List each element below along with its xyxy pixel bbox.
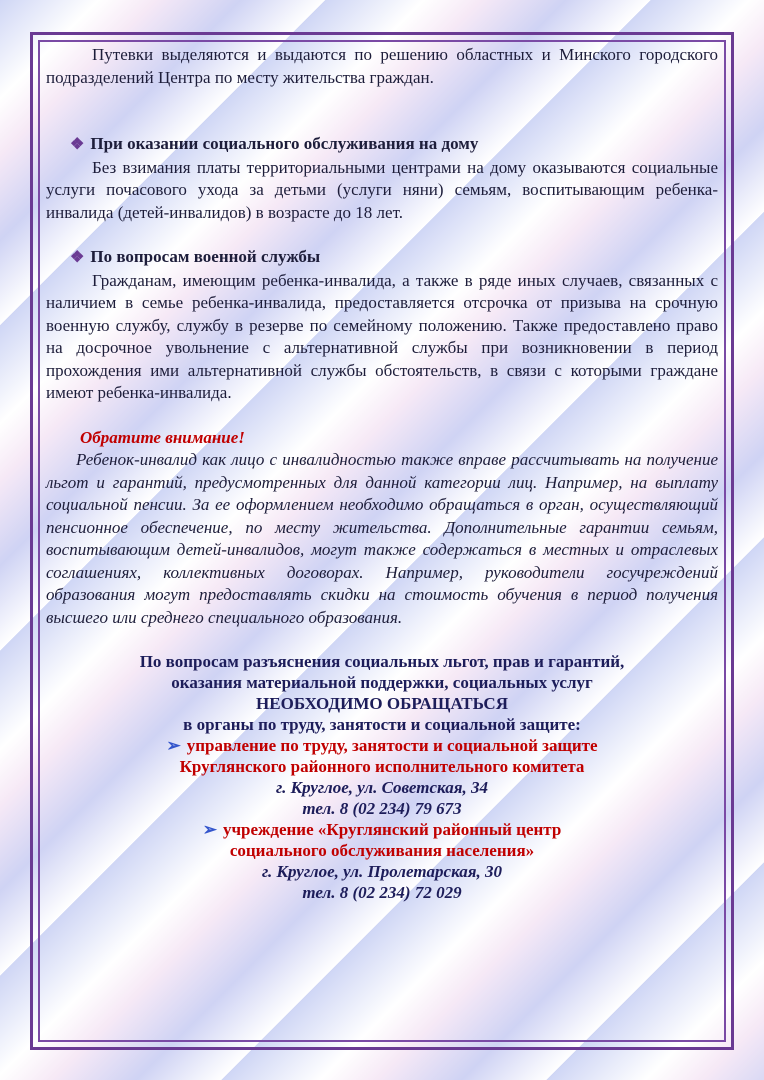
contacts-block (46, 651, 718, 903)
org1-name-line2: Круглянского районного исполнительного комитета (179, 757, 585, 776)
leaflet-content (46, 44, 718, 903)
org2-name-text: учреждение «Круглянский районный центр (222, 820, 562, 839)
attention-paragraph: Ребенок-инвалид как лицо с инвалидностью также вправе рассчитывать на получение льгот и гарантий, предусмотренных для данной категории лиц. Например, на выплату социальной пенсии. За ее оформлением необходимо обращаться в орган, осуществляющий пенсионное обеспечение, по месту жительства. Дополнительные гарантии семьям, воспитывающим детей-инвалидов, могут также содержаться в местных и отраслевых соглашениях, коллективных договорах. Например, руководители госучреждений образования могут предоставлять скидки на стоимость обучения в период получения высшего или среднего специального образования. (46, 450, 718, 627)
home-service-paragraph: Без взимания платы территориальными центрами на дому оказываются социальные услуги почасового ухода за детьми (услуги няни) семьям, воспитывающим ребенка-инвалида (детей-инвалидов) в возрасте до 18 лет. (46, 157, 718, 222)
section-title: При оказании социального обслуживания на дому (90, 134, 479, 153)
org2-name-line1 (46, 819, 718, 840)
org2-phone: тел. 8 (02 234) 72 029 (302, 883, 462, 902)
contacts-line: По вопросам разъяснения социальных льгот, прав и гарантий, (139, 652, 625, 671)
org1-name-text: управление по труду, занятости и социальной защите (186, 736, 598, 755)
attention-title: Обратите внимание! (80, 427, 245, 447)
military-paragraph: Гражданам, имеющим ребенка-инвалида, а также в ряде иных случаев, связанных с наличием в семье ребенка-инвалида, предоставляется отсрочка от призыва на срочную военную службу, службу в резерве по семейному положению. Также предоставлено право на досрочное увольнение с альтернативной службы при возникновении в период прохождения ими альтернативной службы обстоятельств, в связи с которыми граждане имеют ребенка-инвалида. (46, 270, 718, 402)
section-heading-home-service (70, 133, 718, 157)
org1-address: г. Круглое, ул. Советская, 34 (276, 778, 488, 797)
section-heading-military (70, 246, 718, 270)
org1-name-line1 (46, 735, 718, 756)
diamond-bullet-icon: ❖ (70, 249, 85, 266)
diamond-bullet-icon: ❖ (70, 136, 85, 153)
section-title: По вопросам военной службы (90, 247, 321, 266)
org1-phone: тел. 8 (02 234) 79 673 (302, 799, 462, 818)
arrow-bullet-icon: ➢ (166, 736, 181, 755)
contacts-emphasis: НЕОБХОДИМО ОБРАЩАТЬСЯ (256, 694, 508, 713)
arrow-bullet-icon: ➢ (202, 820, 217, 839)
org2-address: г. Круглое, ул. Пролетарская, 30 (261, 862, 503, 881)
org2-name-line2: социального обслуживания населения» (229, 841, 535, 860)
contacts-line: в органы по труду, занятости и социальной защите: (183, 715, 581, 734)
intro-paragraph: Путевки выделяются и выдаются по решению областных и Минского городского подразделений Центра по месту жительства граждан. (46, 45, 718, 87)
contacts-line: оказания материальной поддержки, социальных услуг (171, 673, 593, 692)
